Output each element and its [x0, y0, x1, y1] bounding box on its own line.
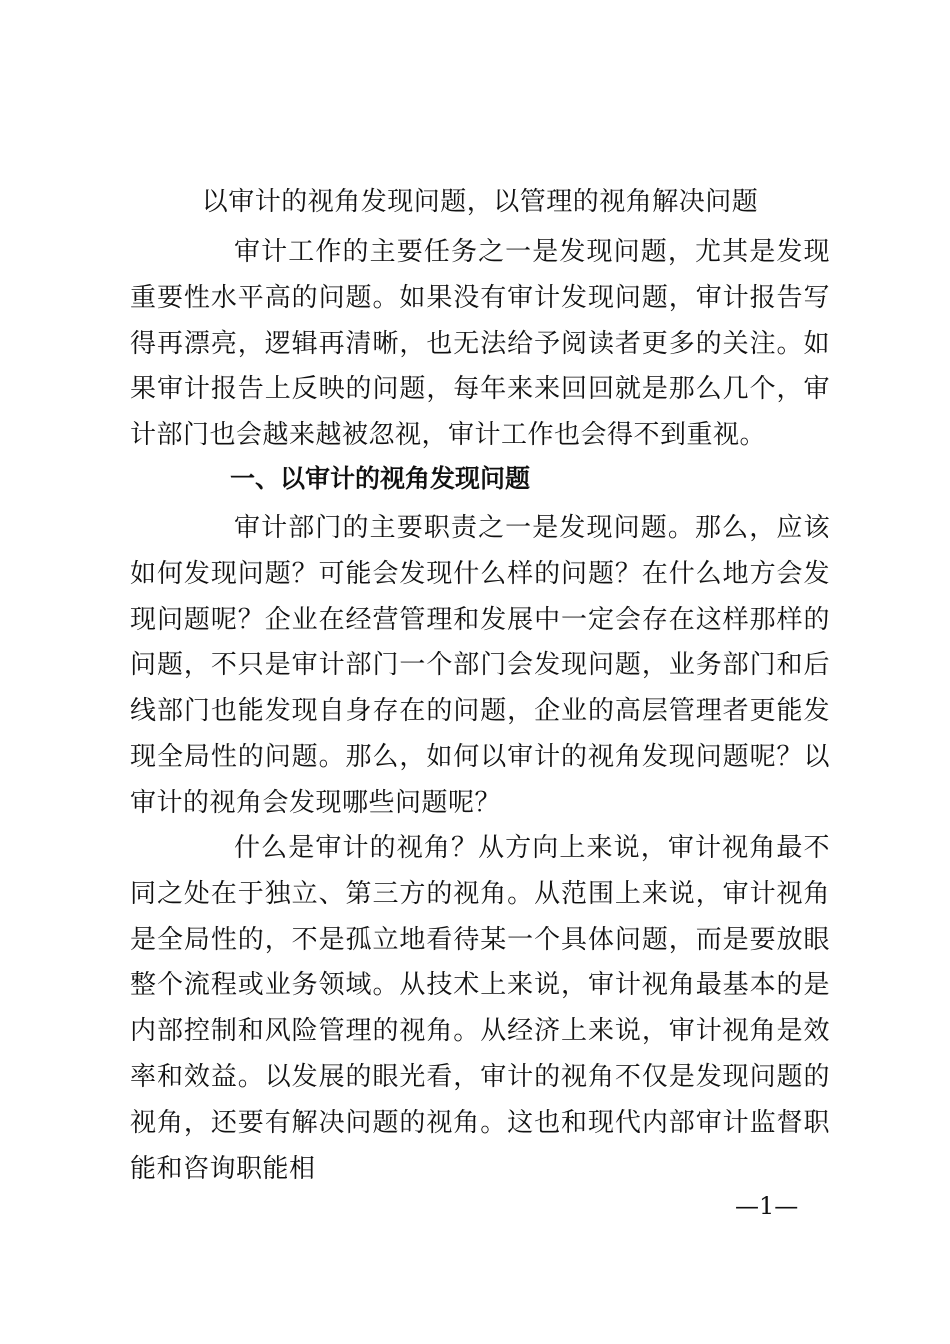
page-number: —1—	[735, 1192, 799, 1220]
body-paragraph-1: 审计部门的主要职责之一是发现问题。那么，应该如何发现问题？可能会发现什么样的问题？在什么地方会发现问题呢？企业在经营管理和发展中一定会存在这样那样的问题，不只是审计部门一个部门会发现问题，业务部门和后线部门也能发现自身存在的问题，企业的高层管理者更能发现全局性的问题。那么，如何以审计的视角发现问题呢？以审计的视角会发现哪些问题呢？	[130, 513, 830, 818]
document-title: 以审计的视角发现问题，以管理的视角解决问题	[201, 187, 759, 217]
body-paragraph-2: 什么是审计的视角？从方向上来说，审计视角最不同之处在于独立、第三方的视角。从范围上来说，审计视角是全局性的，不是孤立地看待某一个具体问题，而是要放眼整个流程或业务领域。从技术上来说，审计视角最基本的是内部控制和风险管理的视角。从经济上来说，审计视角是效率和效益。以发展的眼光看，审计的视角不仅是发现问题的视角，还要有解决问题的视角。这也和现代内部审计监督职能和咨询职能相	[130, 833, 830, 1184]
section-heading: 一、以审计的视角发现问题	[230, 464, 531, 493]
intro-paragraph: 审计工作的主要任务之一是发现问题，尤其是发现重要性水平高的问题。如果没有审计发现问题，审计报告写得再漂亮，逻辑再清晰，也无法给予阅读者更多的关注。如果审计报告上反映的问题，每年来来回回就是那么几个，审计部门也会越来越被忽视，审计工作也会得不到重视。	[130, 237, 830, 451]
